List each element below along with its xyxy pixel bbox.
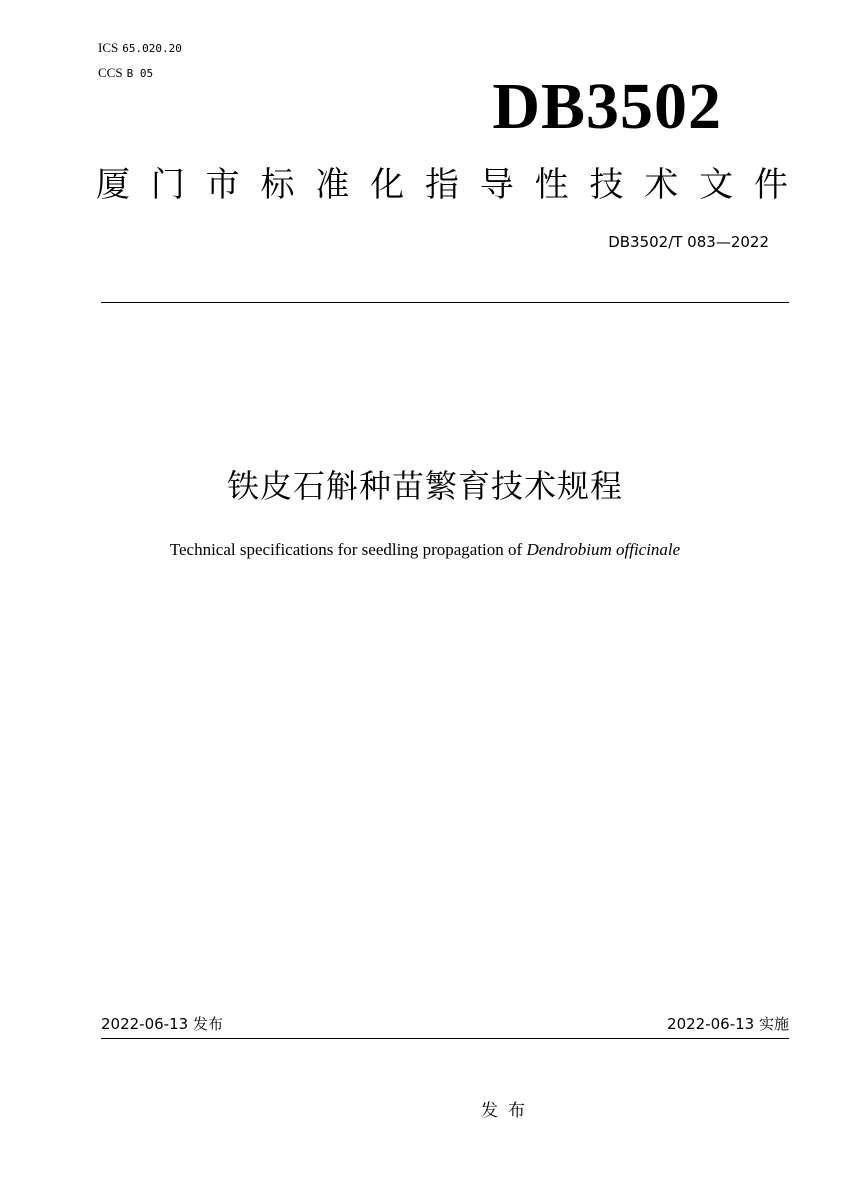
issue-date: 2022-06-13 发布 (101, 1015, 223, 1033)
ics-label: ICS (98, 40, 119, 55)
document-type-char: 术 (644, 165, 679, 205)
document-type-char: 门 (150, 165, 185, 205)
document-type-char: 性 (534, 165, 569, 205)
ccs-label: CCS (98, 65, 123, 80)
ics-value: 65.020.20 (122, 42, 182, 55)
bottom-divider (101, 1038, 789, 1039)
document-type-title (96, 160, 788, 210)
document-title-chinese: 铁皮石斛种苗繁育技术规程 (226, 467, 623, 505)
document-title-english (0, 538, 850, 562)
english-title-prefix: Technical specifications for seedling propagation of (169, 540, 527, 559)
document-type-char: 厦 (96, 165, 130, 205)
ccs-value: B 05 (126, 67, 154, 80)
document-type-char: 指 (424, 165, 459, 205)
publisher-line: 发布 (481, 1101, 535, 1121)
english-title-species: Dendrobium officinale (526, 540, 681, 559)
standard-code: DB3502 (492, 70, 722, 143)
ccs-classification (98, 66, 153, 81)
document-number: DB3502/T 083—2022 (608, 233, 769, 251)
ics-classification (98, 41, 182, 56)
document-type-char: 市 (205, 165, 240, 205)
implementation-date: 2022-06-13 实施 (667, 1015, 789, 1033)
top-divider (101, 302, 789, 303)
document-type-char: 标 (260, 165, 295, 205)
document-type-char: 导 (479, 165, 514, 205)
document-type-char: 件 (753, 165, 788, 205)
document-type-char: 技 (589, 165, 624, 205)
document-type-char: 文 (699, 165, 734, 205)
document-type-char: 化 (370, 165, 405, 205)
document-type-char: 准 (315, 165, 350, 205)
